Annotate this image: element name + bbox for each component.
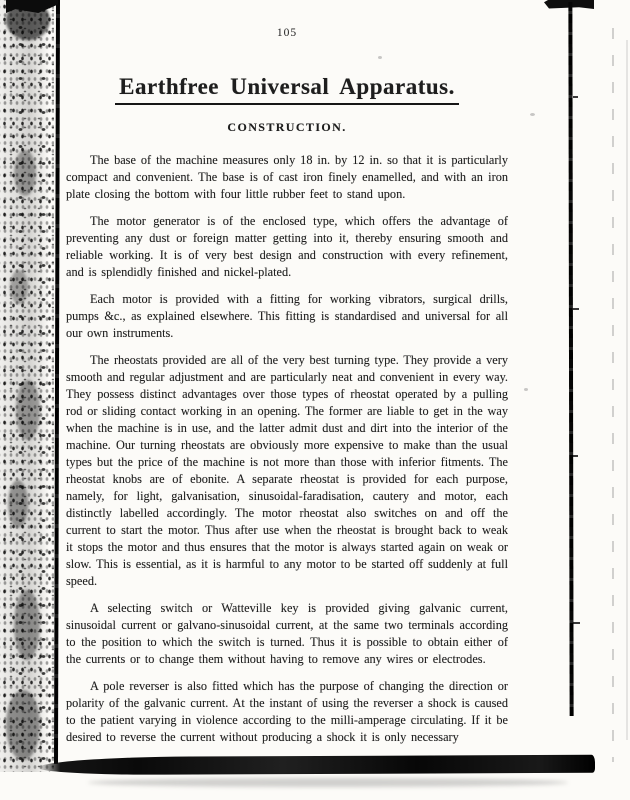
bottom-edge-smudge — [88, 778, 568, 787]
left-page-edge-line — [54, 0, 60, 764]
paragraph: The motor generator is of the enclosed type, which offers the advantage of preventing any dust or foreign matter getting into it, thereby ensuring smooth and reliable working. It is of very best design and construction with every refinement, and is splendidly finished and nickel-plated. — [66, 214, 508, 279]
paper-speck — [530, 113, 535, 116]
document-title: Earthfree Universal Apparatus. — [115, 74, 459, 105]
edge-tick-mark — [573, 455, 578, 457]
edge-tick-mark — [573, 308, 579, 310]
bottom-page-edge-shadow — [38, 755, 595, 775]
paragraph: The rheostats provided are all of the very best turning type. They provide a very smooth and regular adjustment and are particularly neat and convenient in every way. They possess distinct advantages over those types of rheostat operated by a pulling rod or sliding contact working in an opening. The former are liable to get in the way when the machine is in use, and the latter admit dust and dirt into the interior of the machine. Our turning rheostats are obviously more expensive to make than the usual types but the price of the machine is not more than those with inferior fitments. The rheostat knobs are of ebonite. A separate rheostat is provided for each purpose, namely, for light, galvanisation, sinusoidal-faradisation, cautery and motor, each distinctly labelled accordingly. The motor rheostat also switches on and off the current to start the motor. Thus after use when the rheostat is brought back to weak it stops the motor and thus ensures that the motor is always started again on weak or slow. This is essential, as it is harmful to any motor to be started off suddenly at full speed. — [66, 353, 508, 588]
paragraph: A pole reverser is also fitted which has the purpose of changing the direction or polarity of the galvanic current. At the instant of using the reverser a shock is caused to the patient varying in violence according to the milli-amperage circulating. If it be desired to reverse the current without producing a shock it is only necessary — [66, 679, 508, 744]
gutter-stain — [16, 380, 40, 440]
gutter-stain — [14, 150, 36, 196]
far-right-edge-sliver — [626, 40, 628, 740]
body-text — [66, 152, 508, 746]
gutter-stain — [8, 480, 28, 528]
edge-tick-mark — [573, 622, 580, 624]
gutter-stain — [6, 690, 40, 760]
text-column — [66, 0, 508, 756]
page-number: 105 — [276, 27, 298, 39]
paragraph: Each motor is provided with a fitting for working vibrators, surgical drills, pumps &c., as explained elsewhere. This fitting is standardised and universal for all our own instruments. — [66, 292, 508, 340]
section-heading: CONSTRUCTION. — [227, 120, 347, 134]
gutter-stain — [14, 590, 40, 660]
paragraph: The base of the machine measures only 18 in. by 12 in. so that it is particularly compact and convenient. The base is of cast iron finely enamelled, and with an iron plate closing the bottom with four little rubber feet to stand upon. — [66, 153, 508, 201]
edge-tick-mark — [573, 96, 578, 98]
gutter-stain — [10, 270, 28, 304]
paragraph: A selecting switch or Watteville key is provided giving galvanic current, sinusoidal current or galvano-sinusoidal current, at the same two terminals according to the position to which the switch is turned. Thus it is possible to obtain either of the currents or to change them without having to remove any wires or electrodes. — [66, 601, 508, 666]
right-dashed-scan-line — [612, 28, 614, 762]
right-page-edge-line — [568, 2, 573, 716]
paper-speck — [524, 388, 528, 391]
